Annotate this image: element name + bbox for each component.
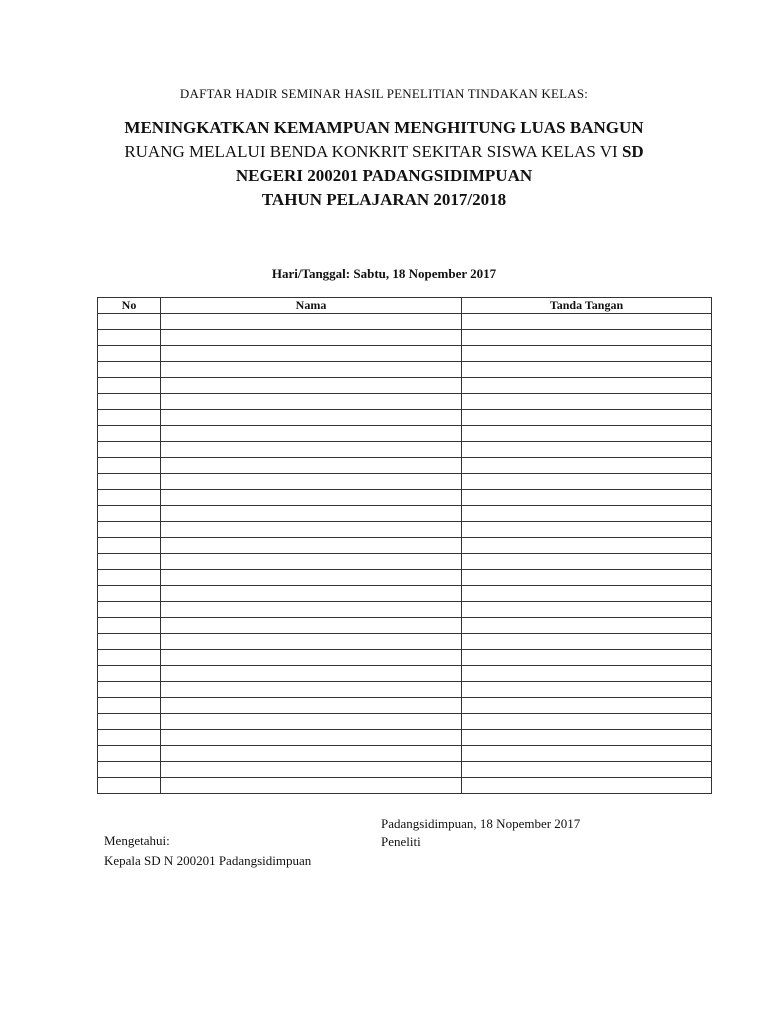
- cell-tanda-tangan: [462, 634, 712, 650]
- table-row: [98, 554, 712, 570]
- cell-no: [98, 714, 161, 730]
- cell-tanda-tangan: [462, 522, 712, 538]
- table-row: [98, 634, 712, 650]
- attendance-table: [97, 297, 712, 794]
- cell-tanda-tangan: [462, 650, 712, 666]
- cell-tanda-tangan: [462, 362, 712, 378]
- cell-tanda-tangan: [462, 746, 712, 762]
- cell-no: [98, 538, 161, 554]
- table-row: [98, 730, 712, 746]
- column-header-no: No: [98, 298, 161, 314]
- table-row: [98, 778, 712, 794]
- cell-tanda-tangan: [462, 474, 712, 490]
- cell-no: [98, 394, 161, 410]
- document-subtitle: DAFTAR HADIR SEMINAR HASIL PENELITIAN TINDAKAN KELAS:: [179, 86, 589, 101]
- table-row: [98, 522, 712, 538]
- cell-no: [98, 666, 161, 682]
- cell-nama: [161, 506, 462, 522]
- cell-no: [98, 730, 161, 746]
- table-body: [98, 314, 712, 794]
- cell-no: [98, 778, 161, 794]
- table-row: [98, 650, 712, 666]
- cell-tanda-tangan: [462, 506, 712, 522]
- title-line-3: NEGERI 200201 PADANGSIDIMPUAN: [235, 166, 533, 185]
- cell-no: [98, 474, 161, 490]
- principal-signature-block: [104, 831, 311, 871]
- place-date: Padangsidimpuan, 18 Nopember 2017: [381, 816, 581, 831]
- cell-tanda-tangan: [462, 330, 712, 346]
- cell-nama: [161, 490, 462, 506]
- cell-no: [98, 362, 161, 378]
- column-header-nama: Nama: [161, 298, 462, 314]
- cell-tanda-tangan: [462, 346, 712, 362]
- title-line-2-text: RUANG MELALUI BENDA KONKRIT SEKITAR SISWA KELAS VI: [124, 142, 622, 161]
- cell-no: [98, 682, 161, 698]
- cell-tanda-tangan: [462, 378, 712, 394]
- cell-no: [98, 634, 161, 650]
- table-row: [98, 618, 712, 634]
- cell-no: [98, 746, 161, 762]
- cell-nama: [161, 666, 462, 682]
- cell-nama: [161, 602, 462, 618]
- cell-tanda-tangan: [462, 314, 712, 330]
- table-row: [98, 570, 712, 586]
- cell-nama: [161, 538, 462, 554]
- cell-tanda-tangan: [462, 426, 712, 442]
- title-line-4: TAHUN PELAJARAN 2017/2018: [261, 190, 507, 209]
- cell-no: [98, 378, 161, 394]
- cell-tanda-tangan: [462, 666, 712, 682]
- cell-nama: [161, 426, 462, 442]
- acknowledged-label: Mengetahui:: [104, 833, 170, 848]
- cell-nama: [161, 554, 462, 570]
- cell-tanda-tangan: [462, 570, 712, 586]
- table-row: [98, 538, 712, 554]
- cell-no: [98, 506, 161, 522]
- table-row: [98, 442, 712, 458]
- cell-tanda-tangan: [462, 410, 712, 426]
- title-line-1: MENINGKATKAN KEMAMPUAN MENGHITUNG LUAS BANGUN: [124, 118, 644, 137]
- cell-tanda-tangan: [462, 682, 712, 698]
- cell-tanda-tangan: [462, 714, 712, 730]
- cell-tanda-tangan: [462, 490, 712, 506]
- table-row: [98, 410, 712, 426]
- cell-no: [98, 314, 161, 330]
- cell-nama: [161, 570, 462, 586]
- column-header-tanda-tangan: Tanda Tangan: [462, 298, 712, 314]
- table-row: [98, 506, 712, 522]
- table-row: [98, 314, 712, 330]
- table-row: [98, 426, 712, 442]
- cell-no: [98, 650, 161, 666]
- cell-no: [98, 570, 161, 586]
- table-row: [98, 490, 712, 506]
- cell-nama: [161, 474, 462, 490]
- table-row: [98, 474, 712, 490]
- cell-tanda-tangan: [462, 538, 712, 554]
- table-row: [98, 378, 712, 394]
- table-row: [98, 762, 712, 778]
- document-title: [0, 116, 768, 212]
- cell-no: [98, 602, 161, 618]
- cell-nama: [161, 730, 462, 746]
- cell-nama: [161, 778, 462, 794]
- cell-no: [98, 442, 161, 458]
- cell-no: [98, 346, 161, 362]
- cell-no: [98, 586, 161, 602]
- cell-nama: [161, 410, 462, 426]
- cell-nama: [161, 378, 462, 394]
- cell-no: [98, 410, 161, 426]
- table-header-row: [98, 298, 712, 314]
- cell-nama: [161, 330, 462, 346]
- cell-nama: [161, 314, 462, 330]
- cell-nama: [161, 682, 462, 698]
- cell-tanda-tangan: [462, 602, 712, 618]
- cell-nama: [161, 650, 462, 666]
- table-row: [98, 362, 712, 378]
- cell-nama: [161, 762, 462, 778]
- cell-nama: [161, 618, 462, 634]
- cell-nama: [161, 362, 462, 378]
- date-line: Hari/Tanggal: Sabtu, 18 Nopember 2017: [271, 266, 497, 281]
- cell-nama: [161, 458, 462, 474]
- cell-tanda-tangan: [462, 618, 712, 634]
- cell-no: [98, 522, 161, 538]
- principal-label: Kepala SD N 200201 Padangsidimpuan: [104, 853, 312, 868]
- cell-nama: [161, 746, 462, 762]
- researcher-label: Peneliti: [381, 834, 421, 849]
- cell-no: [98, 330, 161, 346]
- table-row: [98, 394, 712, 410]
- cell-nama: [161, 698, 462, 714]
- table-row: [98, 682, 712, 698]
- table-row: [98, 330, 712, 346]
- cell-tanda-tangan: [462, 778, 712, 794]
- cell-no: [98, 458, 161, 474]
- cell-nama: [161, 714, 462, 730]
- cell-tanda-tangan: [462, 730, 712, 746]
- table-row: [98, 746, 712, 762]
- cell-tanda-tangan: [462, 762, 712, 778]
- cell-tanda-tangan: [462, 586, 712, 602]
- cell-nama: [161, 442, 462, 458]
- cell-no: [98, 762, 161, 778]
- table-row: [98, 586, 712, 602]
- cell-no: [98, 426, 161, 442]
- table-row: [98, 458, 712, 474]
- cell-tanda-tangan: [462, 442, 712, 458]
- researcher-signature-block: [381, 815, 580, 851]
- table-row: [98, 346, 712, 362]
- title-line-2-bold: SD: [621, 142, 644, 161]
- table-row: [98, 602, 712, 618]
- cell-nama: [161, 522, 462, 538]
- cell-tanda-tangan: [462, 458, 712, 474]
- cell-no: [98, 490, 161, 506]
- cell-nama: [161, 394, 462, 410]
- cell-nama: [161, 346, 462, 362]
- title-line-2: [0, 140, 768, 164]
- cell-nama: [161, 586, 462, 602]
- cell-tanda-tangan: [462, 698, 712, 714]
- cell-no: [98, 554, 161, 570]
- cell-tanda-tangan: [462, 394, 712, 410]
- cell-no: [98, 618, 161, 634]
- table-row: [98, 714, 712, 730]
- cell-no: [98, 698, 161, 714]
- cell-tanda-tangan: [462, 554, 712, 570]
- cell-nama: [161, 634, 462, 650]
- table-row: [98, 698, 712, 714]
- table-row: [98, 666, 712, 682]
